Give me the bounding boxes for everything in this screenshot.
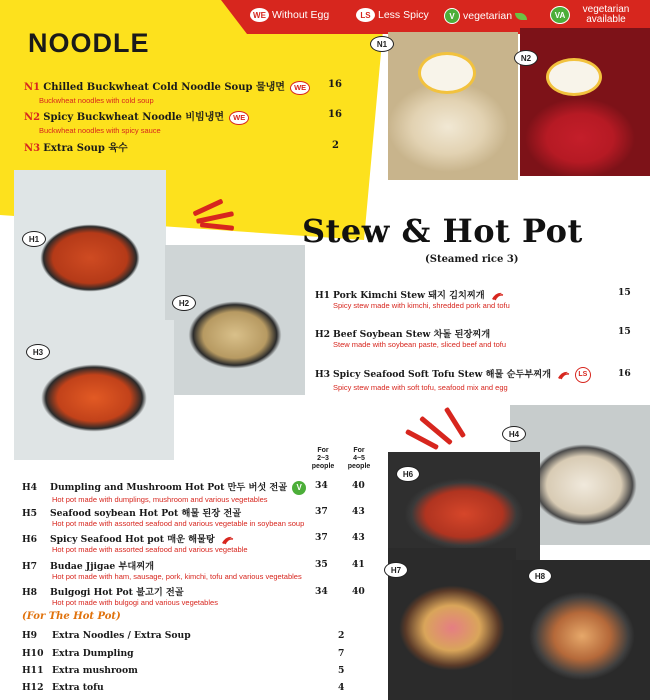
photo-label-n1: N1 — [370, 36, 394, 52]
item-code: H9 — [22, 630, 38, 641]
photo-label-h7: H7 — [384, 562, 408, 578]
leaf-icon — [515, 13, 527, 20]
column-header-4-5-people — [344, 447, 374, 471]
photo-label-h8: H8 — [528, 568, 552, 584]
legend-label: Less Spicy — [378, 9, 429, 21]
item-code: H10 — [22, 648, 44, 659]
photo-label-h1: H1 — [22, 231, 46, 247]
photo-h3-soft-tofu-stew — [14, 320, 174, 460]
item-name: Chilled Buckwheat Cold Noodle Soup 물냉면 — [43, 82, 285, 93]
item-name: Extra Soup 육수 — [43, 143, 128, 154]
item-code: N1 — [24, 82, 41, 93]
legend-label: vegetarian — [463, 10, 513, 22]
item-code: N3 — [24, 143, 41, 154]
item-description: Hot pot made with ham, sausage, pork, kimchi, tofu and various vegetables — [52, 572, 302, 581]
item-code: H11 — [22, 665, 44, 676]
price-2-3: 35 — [315, 559, 328, 570]
menu-item-h7[interactable] — [22, 558, 302, 581]
price-4-5: 41 — [352, 559, 365, 570]
item-description: Buckwheat noodles with spicy sauce — [39, 125, 161, 135]
chili-icon — [556, 370, 570, 380]
menu-item-h9[interactable] — [22, 630, 191, 641]
item-name: Budae Jjigae 부대찌개 — [50, 561, 154, 572]
stew-section-title: Stew & Hot Pot — [302, 212, 583, 250]
header-line: For — [353, 447, 365, 454]
stew-subtitle: (Steamed rice 3) — [425, 254, 519, 265]
price-2-3: 37 — [315, 506, 328, 517]
item-price: 16 — [328, 109, 342, 120]
item-description: Stew made with soybean paste, sliced beef and tofu — [333, 340, 507, 349]
photo-h2-soybean-stew — [165, 245, 305, 395]
price-4-5: 43 — [352, 532, 365, 543]
header-line: For — [317, 447, 329, 454]
noodle-section-title: NOODLE — [28, 28, 150, 58]
chili-icon — [220, 535, 234, 545]
item-price: 4 — [338, 682, 345, 693]
menu-item-n1[interactable] — [24, 78, 310, 105]
legend-badge-v: V — [444, 8, 460, 24]
item-price: 15 — [618, 326, 631, 337]
item-name: Extra Noodles / Extra Soup — [52, 630, 191, 641]
legend-badge-we: WE — [250, 8, 269, 22]
menu-item-n2[interactable] — [24, 108, 249, 135]
menu-item-h2[interactable] — [315, 326, 506, 349]
legend-vegetarian — [444, 8, 527, 24]
column-header-2-3-people — [308, 447, 338, 471]
item-description: Hot pot made with bulgogi and various vegetables — [52, 598, 218, 607]
item-code: H6 — [22, 534, 38, 545]
item-code: H5 — [22, 508, 38, 519]
item-code: N2 — [24, 112, 41, 123]
price-2-3: 34 — [315, 586, 328, 597]
item-description: Spicy stew made with kimchi, shredded pork and tofu — [333, 301, 510, 310]
item-code: H12 — [22, 682, 44, 693]
item-description: Hot pot made with dumplings, mushroom and various vegetables — [52, 494, 268, 504]
header-line: 4~5 — [353, 455, 365, 462]
item-name: Beef Soybean Stew 차돌 된장찌개 — [333, 329, 491, 340]
header-line: people — [311, 463, 335, 470]
without-egg-badge: WE — [229, 111, 249, 125]
legend-badge-va: VA — [550, 6, 570, 24]
item-price: 2 — [338, 630, 345, 641]
item-name: Extra mushroom — [52, 665, 138, 676]
egg-image — [546, 58, 602, 96]
legend-label: Without Egg — [272, 9, 330, 21]
menu-item-h8[interactable] — [22, 584, 218, 607]
photo-label-h2: H2 — [172, 295, 196, 311]
item-code: H4 — [22, 482, 38, 493]
photo-label-h4: H4 — [502, 426, 526, 442]
item-code: H2 — [315, 329, 331, 340]
legend-label: vegetarian available — [582, 4, 630, 25]
menu-item-h1[interactable] — [315, 287, 510, 310]
item-code: H7 — [22, 561, 38, 572]
item-price: 15 — [618, 287, 631, 298]
item-name: Spicy Seafood Hot pot 매운 해물탕 — [50, 534, 215, 545]
photo-n1-cold-noodle — [388, 32, 518, 180]
photo-label-h3: H3 — [26, 344, 50, 360]
vegetarian-badge: V — [292, 481, 306, 495]
item-description: Spicy stew made with soft tofu, seafood mix and egg — [333, 382, 508, 392]
item-name: Bulgogi Hot Pot 불고기 전골 — [50, 587, 184, 598]
extras-heading: (For The Hot Pot) — [22, 611, 121, 622]
item-description: Buckwheat noodles with cold soup — [39, 95, 154, 105]
menu-item-h3[interactable] — [315, 366, 591, 392]
legend-without-egg — [250, 8, 329, 22]
menu-item-h11[interactable] — [22, 665, 138, 676]
item-name: Extra Dumpling — [52, 648, 134, 659]
item-description: Hot pot made with assorted seafood and various vegetable in soybean soup — [52, 519, 305, 528]
price-4-5: 40 — [352, 586, 365, 597]
item-name: Spicy Buckwheat Noodle 비빔냉면 — [43, 112, 225, 123]
item-price: 16 — [618, 368, 631, 379]
chili-icon — [490, 291, 504, 301]
item-name: Pork Kimchi Stew 돼지 김치찌개 — [333, 290, 485, 301]
menu-item-h4[interactable] — [22, 479, 306, 504]
menu-item-h10[interactable] — [22, 648, 134, 659]
egg-image — [418, 52, 476, 94]
header-line: 2~3 — [317, 455, 329, 462]
less-spicy-badge: LS — [575, 367, 591, 383]
price-4-5: 43 — [352, 506, 365, 517]
item-price: 5 — [338, 665, 345, 676]
item-price: 2 — [332, 140, 339, 151]
item-code: H1 — [315, 290, 331, 301]
price-4-5: 40 — [352, 480, 365, 491]
photo-n2-spicy-noodle — [520, 28, 650, 176]
price-2-3: 34 — [315, 480, 328, 491]
legend-vegetarian-available — [550, 5, 639, 25]
menu-item-n3[interactable] — [24, 139, 128, 154]
menu-item-h5[interactable] — [22, 505, 304, 528]
item-name: Extra tofu — [52, 682, 104, 693]
header-line: people — [347, 463, 371, 470]
legend-less-spicy — [356, 8, 429, 22]
item-name: Dumpling and Mushroom Hot Pot 만두 버섯 전골 — [50, 482, 288, 493]
item-name: Spicy Seafood Soft Tofu Stew 해물 순두부찌개 — [333, 369, 551, 380]
item-description: Hot pot made with assorted seafood and various vegetable — [52, 545, 248, 554]
without-egg-badge: WE — [290, 81, 310, 95]
menu-item-h6[interactable] — [22, 531, 248, 554]
item-price: 7 — [338, 648, 345, 659]
legend-badge-ls: LS — [356, 8, 375, 22]
item-price: 16 — [328, 79, 342, 90]
menu-item-h12[interactable] — [22, 682, 104, 693]
item-code: H3 — [315, 369, 331, 380]
photo-label-h6: H6 — [396, 466, 420, 482]
item-name: Seafood soybean Hot Pot 해물 된장 전골 — [50, 508, 242, 519]
photo-label-n2: N2 — [514, 50, 538, 66]
accent-slash — [444, 407, 466, 438]
item-code: H8 — [22, 587, 38, 598]
price-2-3: 37 — [315, 532, 328, 543]
